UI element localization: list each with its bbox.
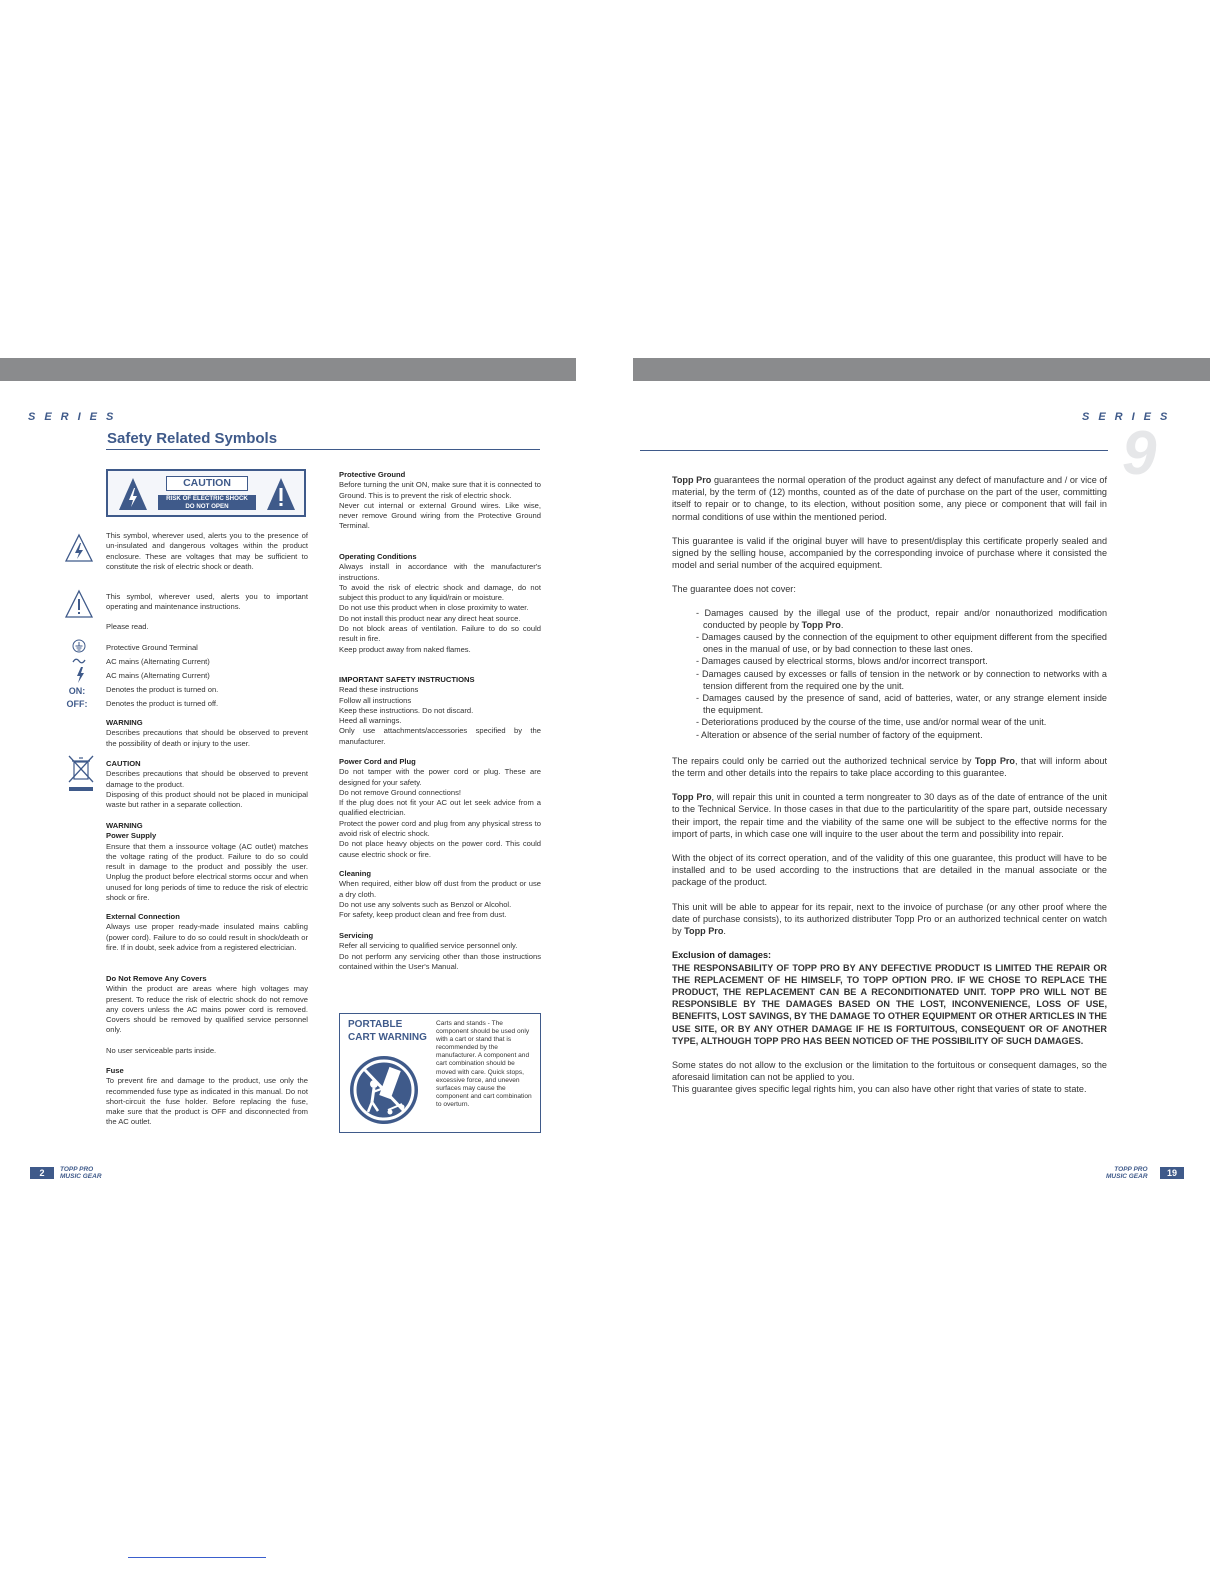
- paragraph-8: Some states do not allow to the exclusion or the limitation to the fortuitous or consequent damages, so the aforesaid limitation can not be applied to you.: [672, 1059, 1107, 1083]
- off-symbol: OFF:: [66, 699, 88, 709]
- list-item: - Alteration or absence of the serial number of factory of the equipment.: [696, 729, 983, 740]
- external-text: Always use proper ready-made insulated mains cabling (power cord). Failure to do so could result in shock/death or fire. If in doubt, seek advice from a registered electrician.: [106, 922, 308, 952]
- paragraph-6: With the object of its correct operation, and of the validity of this one guarantee, this product will have to be installed and to be used according to the instructions that are detailed in the manual associate or the package of the product.: [672, 853, 1107, 888]
- paragraph-2: This guarantee is valid if the original buyer will have to present/display this certificate properly sealed and signed by the selling house, accompanied by the corresponding invoice of purchase where it consisted the model and serial number of the acquired equipment.: [672, 535, 1107, 571]
- important-line: Follow all instructions: [339, 695, 412, 705]
- on-symbol: ON:: [68, 686, 86, 696]
- list-item-end: .: [840, 619, 844, 630]
- exclusions-list: [672, 607, 1107, 741]
- power-supply-section: [106, 821, 308, 903]
- power-supply-text: Ensure that them a inssource voltage (AC outlet) matches the voltage rating of the product. Failure to do so could result in damage to the product and possibly the user. Unplug the product before electrical storms occur and when unused for long periods of time to reduce the risk of electric shock or fire.: [106, 841, 308, 903]
- caution-text-1: Describes precautions that should be observed to prevent damage to the product.: [106, 769, 308, 789]
- covers-note: No user serviceable parts inside.: [106, 1045, 217, 1055]
- symbol-desc-ac2: AC mains (Alternating Current): [106, 671, 210, 680]
- ac-lightning-icon: [74, 666, 86, 684]
- symbol-desc-off: Denotes the product is turned off.: [106, 699, 219, 708]
- p7-text: This unit will be able to appear for its repair, next to the invoice of purchase (or any other proof where the date of purchase consists), to its authorized distributer Topp Pro or an authorized technical center on watch by: [672, 901, 1107, 937]
- caution-section: [106, 759, 308, 810]
- operating-line: Always install in accordance with the manufacturer's instructions.: [339, 562, 541, 582]
- paragraph-3: The guarantee does not cover:: [672, 584, 796, 595]
- covers-section: [106, 974, 308, 1056]
- ground-title: Protective Ground: [339, 470, 406, 479]
- power-cord-line: Do not tamper with the power cord or plug. These are designed for your safety.: [339, 767, 541, 787]
- brand-name: Topp Pro: [684, 926, 724, 937]
- p7-text-end: .: [723, 926, 726, 937]
- cart-title-2: CART WARNING: [348, 1032, 427, 1043]
- ground-section: [339, 470, 541, 532]
- operating-section: [339, 552, 541, 655]
- brand-name: Topp Pro: [672, 475, 712, 485]
- series-logo: SERIES: [28, 411, 123, 423]
- exclusion-title: Exclusion of damages:: [672, 950, 772, 961]
- important-line: Keep these instructions. Do not discard.: [339, 705, 474, 715]
- list-item: - Damages caused by electrical storms, blows and/or incorrect transport.: [696, 656, 988, 667]
- caution-line-2: DO NOT OPEN: [158, 503, 256, 511]
- ground-text-2: Never cut internal or external Ground wires. Like wise, never remove Ground wiring from the Protective Ground Terminal.: [339, 500, 541, 531]
- cart-warning-text: Carts and stands - The component should be used only with a cart or stand that is recommended by the manufacturer. A component and cart combination should be moved with care. Quick stops, excessive force, and uneven surfaces may cause the component and cart combination to overturn.: [436, 1020, 532, 1108]
- symbol-desc-read: Please read.: [106, 622, 149, 631]
- series-logo: SERIES: [1082, 411, 1177, 423]
- power-cord-line: Protect the power cord and plug from any physical stress to avoid risk of electric shock.: [339, 818, 541, 839]
- important-section: [339, 675, 541, 747]
- power-cord-section: [339, 757, 541, 860]
- page-number-right: 19: [1160, 1167, 1184, 1179]
- paragraph-5: [672, 791, 1107, 840]
- operating-title: Operating Conditions: [339, 552, 417, 561]
- covers-title: Do Not Remove Any Covers: [106, 974, 207, 983]
- p5-text: , will repair this unit in counted a term nongreater to 30 days as of the date of entrance of the unit to the Technical Service. In those cases in that due to the particularitity of the spare part, outside necessary their import, the repair time and the viability of the same one will be subject to the effective norms for the import of parts, in which case one will inquire to the user about the term and possibility into repair.: [672, 792, 1107, 839]
- ac-tilde-icon: [72, 656, 86, 666]
- cleaning-title: Cleaning: [339, 869, 372, 878]
- external-title: External Connection: [106, 912, 180, 921]
- caution-line-1: RISK OF ELECTRIC SHOCK: [158, 495, 256, 503]
- symbol-desc-voltage: This symbol, wherever used, alerts you to the presence of un-insulated and dangerous voltages within the product enclosure. These are voltages that may be sufficient to constitute the risk of electric shock or death.: [106, 531, 308, 571]
- paragraph-1-text: guarantees the normal operation of the product against any defect of manufacture and / or vice of material, by the term of (12) months, counted as of the date of purchase on the part of the user, committing itself to repair or to change, to its election, without position some, any piece or component that will fail in normal conditions of use within the mentioned period.: [672, 475, 1107, 522]
- paragraph-4: [672, 755, 1107, 779]
- caution-title: CAUTION: [106, 759, 141, 768]
- lightning-warning-icon: [118, 476, 148, 512]
- symbol-desc-ground: Protective Ground Terminal: [106, 643, 198, 652]
- power-cord-line: If the plug does not fit your AC out let seek advice from a qualified electrician.: [339, 798, 541, 818]
- operating-line: Do not block areas of ventilation. Failure to do so could result in fire.: [339, 624, 541, 644]
- caution-label: [106, 469, 306, 517]
- symbol-desc-ac1: AC mains (Alternating Current): [106, 657, 210, 666]
- ground-text-1: Before turning the unit ON, make sure that it is connected to Ground. This is to prevent the risk of electric shock.: [339, 480, 541, 500]
- fuse-title: Fuse: [106, 1066, 124, 1075]
- list-item: - Damages caused by the connection of the equipment to other equipment different from the specified ones in the manual of use, or by bad connection to these last ones.: [696, 632, 1107, 655]
- lightning-triangle-icon: [64, 533, 94, 563]
- page-number-left: 2: [30, 1167, 54, 1179]
- servicing-title: Servicing: [339, 931, 374, 940]
- cart-title-1: PORTABLE: [348, 1019, 403, 1030]
- list-item: [684, 607, 1107, 631]
- servicing-line: Do not perform any servicing other than those instructions contained within the User's Manual.: [339, 951, 541, 971]
- guarantee-text: [672, 474, 1107, 1096]
- exclusion-text: THE RESPONSABILITY OF TOPP PRO BY ANY DEFECTIVE PRODUCT IS LIMITED THE REPAIR OR THE REPLACEMENT OF HE HIMSELF, TO TOPP OPTION PRO. IF WE CHOSE TO REPLACE THE PRODUCT, THE REPLACEMENT CAN BE A RECONDITIONATED UNIT. TOPP PRO WILL NOT BE RESPONSIBLE BY THE DAMAGES BASED ON THE LOST, INCONVENIENCE, LOSS OF USE, BENEFITS, LOST SAVINGS, BY THE DAMAGE TO OTHER EQUIPMENT OR OTHER ARTICLES IN THE USE SITE, OR BY ANY OTHER DAMAGE IF HE IS FORTUITOUS, CONSEQUENT OR OF ANOTHER TYPE, ALTHOUGH TOPP PRO HAS BEEN NOTICED OF THE POSSIBILITY OF SUCH DAMAGES.: [672, 962, 1107, 1046]
- list-item: - Deteriorations produced by the course of the time, use and/or normal wear of the unit.: [696, 717, 1047, 728]
- right-header-bar: [633, 358, 1210, 381]
- ground-terminal-icon: [72, 639, 86, 653]
- warning-title: WARNING: [106, 718, 143, 727]
- cleaning-line: For safety, keep product clean and free from dust.: [339, 910, 507, 920]
- p4-text: The repairs could only be carried out the authorized technical service by: [672, 755, 975, 766]
- power-cord-line: Do not place heavy objects on the power cord. This could cause electric shock or fire.: [339, 839, 541, 859]
- section-digit: 9: [1122, 419, 1157, 488]
- brand-line-2: MUSIC GEAR: [60, 1173, 102, 1180]
- cleaning-line: When required, either blow off dust from the product or use a dry cloth.: [339, 879, 541, 899]
- cleaning-section: [339, 869, 541, 920]
- power-supply-title: Power Supply: [106, 831, 157, 841]
- power-cord-line: Do not remove Ground connections!: [339, 787, 461, 797]
- important-title: IMPORTANT SAFETY INSTRUCTIONS: [339, 675, 475, 684]
- footer-brand-right: [1106, 1166, 1148, 1180]
- brand-name: Topp Pro: [974, 755, 1015, 766]
- right-title-rule: [640, 450, 1108, 451]
- paragraph-9: This guarantee gives specific legal rights him, you can also have other right that varies of state to state.: [672, 1084, 1087, 1095]
- left-header-bar: [0, 358, 576, 381]
- warning-section: [106, 718, 308, 749]
- covers-text: Within the product are areas where high voltages may present. To reduce the risk of electric shock do not remove any covers unless the AC mains power cord is removed. Covers should be removed by qualified service personnel only.: [106, 984, 308, 1035]
- caution-text-2: Disposing of this product should not be placed in municipal waste but rather in a separate collection.: [106, 789, 308, 810]
- power-cord-title: Power Cord and Plug: [339, 757, 416, 766]
- servicing-line: Refer all servicing to qualified service personnel only.: [339, 941, 518, 951]
- footer-brand-left: [60, 1166, 102, 1180]
- external-connection-section: [106, 912, 308, 953]
- warning-text: Describes precautions that should be observed to prevent the possibility of death or injury to the user.: [106, 728, 308, 748]
- paragraph-1: [672, 474, 1107, 523]
- brand-line-1: TOPP PRO: [60, 1166, 94, 1173]
- cart-warning-box: [339, 1013, 541, 1133]
- title-rule: [106, 449, 540, 450]
- p4-text-end: , that will inform about the term and other details into the repairs to take place according to this guarantee.: [672, 755, 1107, 779]
- power-warning-title: WARNING: [106, 821, 143, 830]
- important-line: Only use attachments/accessories specified by the manufacturer.: [339, 726, 541, 746]
- fuse-text: To prevent fire and damage to the product, use only the recommended fuse type as indicated in this manual. Do not short-circuit the fuse holder. Before replacing the fuse, make sure that the product is OFF and disconnected from the AC outlet.: [106, 1076, 308, 1127]
- operating-line: Do not use this product when in close proximity to water.: [339, 603, 529, 613]
- list-item: - Damages caused by excesses or falls of tension in the network or by connection to networks with a tension different from the required one by the unit.: [696, 668, 1107, 691]
- caution-title: CAUTION: [166, 476, 248, 491]
- weee-bin-icon: [66, 753, 96, 795]
- symbol-desc-on: Denotes the product is turned on.: [106, 685, 219, 694]
- servicing-section: [339, 931, 541, 972]
- cart-tipover-icon: [348, 1054, 420, 1126]
- bottom-link-underline[interactable]: [128, 1557, 266, 1558]
- symbol-desc-important: This symbol, wherever used, alerts you to important operating and maintenance instructions.: [106, 592, 308, 612]
- exclamation-warning-icon: [266, 476, 296, 512]
- brand-line-1: TOPP PRO: [1114, 1166, 1148, 1173]
- cleaning-line: Do not use any solvents such as Benzol or Alcohol.: [339, 899, 512, 909]
- fuse-section: [106, 1066, 308, 1128]
- list-item-text: - Damages caused by the illegal use of the product, repair and/or nonauthorized modification conducted by people by: [696, 607, 1107, 630]
- page-title: Safety Related Symbols: [107, 430, 278, 447]
- exclamation-triangle-icon: [64, 589, 94, 619]
- important-line: Heed all warnings.: [339, 716, 402, 726]
- brand-name: Topp Pro: [801, 619, 841, 630]
- operating-line: To avoid the risk of electric shock and damage, do not subject this product to any liquid/rain or moisture.: [339, 582, 541, 603]
- list-item: - Damages caused by the presence of sand, acid of batteries, water, or any strange element inside the equipment.: [696, 693, 1107, 716]
- paragraph-7: [672, 901, 1107, 938]
- operating-line: Keep product away from naked flames.: [339, 644, 471, 654]
- brand-line-2: MUSIC GEAR: [1106, 1173, 1148, 1180]
- operating-line: Do not install this product near any direct heat source.: [339, 613, 521, 623]
- important-line: Read these instructions: [339, 685, 419, 695]
- brand-name: Topp Pro: [672, 792, 712, 803]
